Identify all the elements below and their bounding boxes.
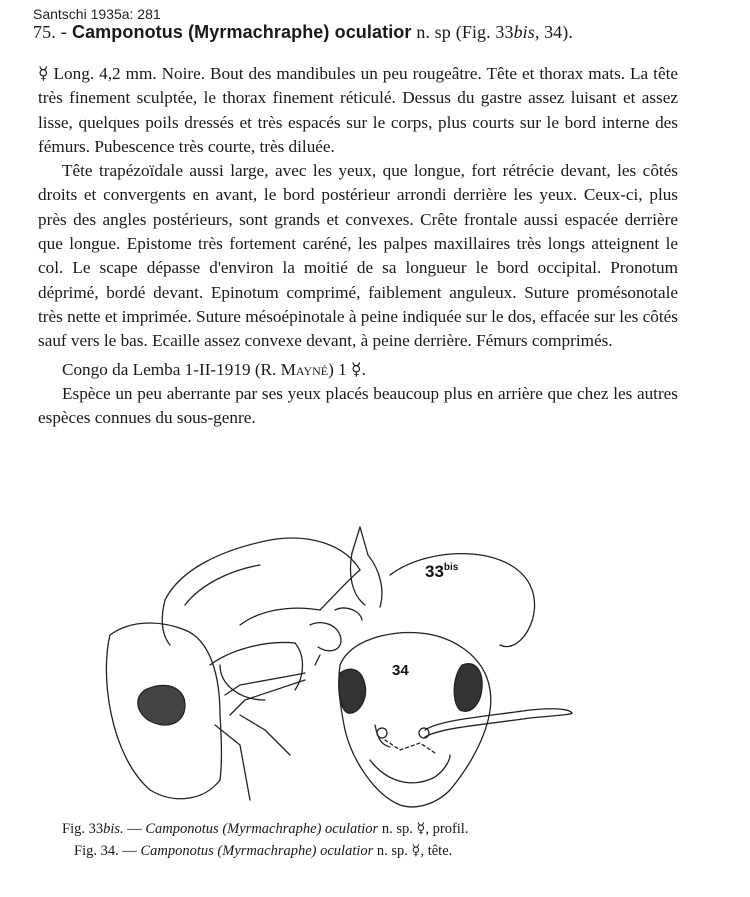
caption-2-genus: Camponotus xyxy=(140,843,214,859)
figure-label-34: 34 xyxy=(392,662,409,679)
caption-2-species: oculatior xyxy=(320,843,374,859)
caption-fig-33bis xyxy=(62,818,682,840)
locality-suffix: ) 1 ☿. xyxy=(328,359,366,379)
caption-1-bis: bis. xyxy=(103,821,124,837)
paragraph-diagnosis: ☿ Long. 4,2 mm. Noire. Bout des mandibules un peu rougeâtre. Tête et thorax mats. La tête très finement sculptée, le thorax finement réticulé. Dessus du gastre assez luisant et assez lisse, quelques poils dressés et très espacés sur le corps, plus courts sur le bord interne des fémurs. Pubescence très courte, très diluée. xyxy=(38,64,678,156)
ant-drawings xyxy=(90,515,650,815)
ant-illustrations xyxy=(90,515,650,815)
caption-2-subgenus: (Myrmachraphe) xyxy=(217,843,317,859)
caption-1-dash: — xyxy=(123,821,146,837)
caption-2-prefix: Fig. 34. — xyxy=(74,843,141,859)
species-heading xyxy=(33,22,733,44)
caption-1-species: oculatior xyxy=(325,821,379,837)
description-body xyxy=(38,62,678,430)
species-status: n. sp xyxy=(416,22,451,42)
species-name: Camponotus (Myrmachraphe) oculatior xyxy=(71,22,412,42)
locality-collector: Mayné xyxy=(280,359,329,379)
source-reference: Santschi 1935a: 281 xyxy=(33,6,161,22)
locality-prefix: Congo da Lemba 1-II-1919 (R. xyxy=(62,359,281,379)
caption-2-suffix: n. sp. ☿, tête. xyxy=(373,843,453,859)
paragraph-morphology: Tête trapézoïdale aussi large, avec les yeux, que longue, fort rétrécie devant, les côtés droits et convergents en avant, le bord postérieur arrondi derrière les yeux. Ceux-ci, plus près des angles postérieurs, sont grands et convexes. Crête frontale aussi espacée derrière que longue. Epistome très fortement caréné, les palpes maxillaires très longs atteignent le col. Le scape dépasse d'environ la moitié de sa longueur le bord occipital. Pronotum déprimé, bordé devant. Epinotum comprimé, faiblement anguleux. Suture promésonotale très nette et imprimée. Suture mésoépinotale à peine indiquée sur le dos, effacée sur les côtés sauf vers le bas. Ecaille assez convexe devant, à peine derrière. Fémurs comprimés. xyxy=(38,161,678,351)
paragraph-locality xyxy=(38,358,678,382)
fig-ref-suffix: 34). xyxy=(539,22,573,42)
caption-1-suffix: n. sp. ☿, profil. xyxy=(378,821,469,837)
figure-label-33bis: $33^{bis}$ xyxy=(425,562,459,581)
fig-ref-bis: bis, xyxy=(513,22,540,42)
caption-1-genus: Camponotus xyxy=(145,821,219,837)
heading-dash: - xyxy=(60,22,68,43)
caption-1-subgenus: (Myrmachraphe) xyxy=(222,821,322,837)
caption-1-prefix: Fig. 33 xyxy=(62,821,104,837)
head-frontal-drawing xyxy=(339,632,572,806)
caption-fig-34 xyxy=(62,840,682,862)
fig-ref-prefix: (Fig. 33 xyxy=(455,22,514,42)
figure-captions xyxy=(62,818,682,862)
figure-reference xyxy=(456,22,573,42)
paragraph-remarks: Espèce un peu aberrante par ses yeux placés beaucoup plus en arrière que chez les autres espèces connues du sous-genre. xyxy=(38,383,678,428)
species-number: 75. xyxy=(33,22,56,42)
